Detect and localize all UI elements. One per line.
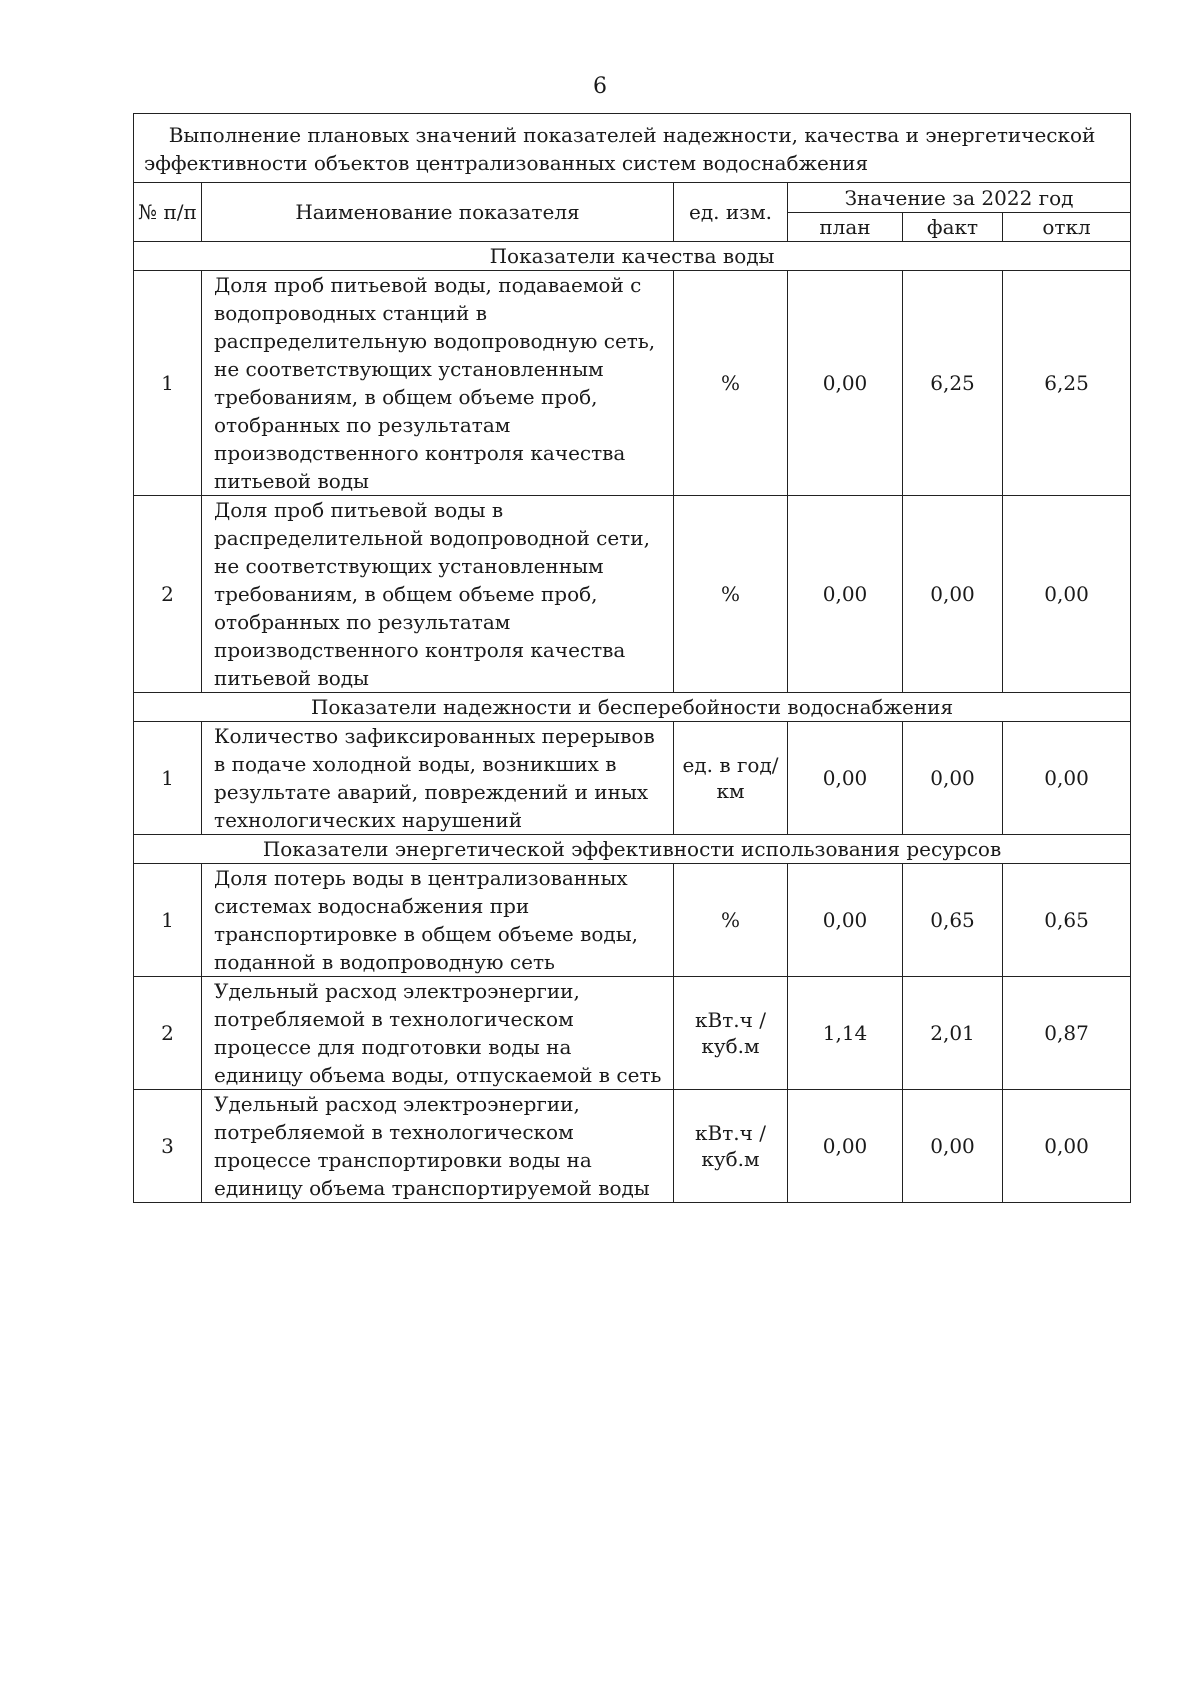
row-fact: 0,00	[903, 496, 1003, 693]
row-num: 3	[134, 1090, 202, 1203]
header-deviation: откл	[1003, 213, 1131, 242]
header-fact: факт	[903, 213, 1003, 242]
row-deviation: 0,00	[1003, 496, 1131, 693]
row-unit: кВт.ч / куб.м	[674, 1090, 788, 1203]
table-row	[134, 722, 1131, 835]
header-num: № п/п	[134, 183, 202, 242]
table-row	[134, 271, 1131, 496]
section-title: Показатели качества воды	[134, 242, 1131, 271]
header-unit: ед. изм.	[674, 183, 788, 242]
row-name: Доля проб питьевой воды в распределительной водопроводной сети, не соответствующих установленным требованиям, в общем объеме проб, отобранных по результатам производственного контроля качества питьевой воды	[202, 496, 674, 693]
row-fact: 6,25	[903, 271, 1003, 496]
row-name: Удельный расход электроэнергии, потребляемой в технологическом процессе для подготовки воды на единицу объема воды, отпускаемой в сеть	[202, 977, 674, 1090]
row-name: Количество зафиксированных перерывов в подаче холодной воды, возникших в результате аварий, повреждений и иных технологических нарушений	[202, 722, 674, 835]
row-name: Удельный расход электроэнергии, потребляемой в технологическом процессе транспортировки воды на единицу объема транспортируемой воды	[202, 1090, 674, 1203]
indicators-table	[133, 113, 1131, 1203]
row-unit: %	[674, 271, 788, 496]
section-title: Показатели энергетической эффективности использования ресурсов	[134, 835, 1131, 864]
row-plan: 0,00	[788, 722, 903, 835]
row-plan: 1,14	[788, 977, 903, 1090]
row-num: 2	[134, 496, 202, 693]
row-fact: 0,00	[903, 1090, 1003, 1203]
row-name: Доля проб питьевой воды, подаваемой с водопроводных станций в распределительную водопроводную сеть, не соответствующих установленным требованиям, в общем объеме проб, отобранных по результатам производственного контроля качества питьевой воды	[202, 271, 674, 496]
row-fact: 0,00	[903, 722, 1003, 835]
row-fact: 0,65	[903, 864, 1003, 977]
table-caption	[134, 114, 1131, 183]
row-num: 1	[134, 864, 202, 977]
table-row	[134, 864, 1131, 977]
row-plan: 0,00	[788, 271, 903, 496]
row-deviation: 6,25	[1003, 271, 1131, 496]
section-title: Показатели надежности и бесперебойности водоснабжения	[134, 693, 1131, 722]
table-row	[134, 1090, 1131, 1203]
row-plan: 0,00	[788, 864, 903, 977]
row-unit: ед. в год/ км	[674, 722, 788, 835]
row-deviation: 0,65	[1003, 864, 1131, 977]
row-fact: 2,01	[903, 977, 1003, 1090]
row-name: Доля потерь воды в централизованных системах водоснабжения при транспортировке в общем объеме воды, поданной в водопроводную сеть	[202, 864, 674, 977]
header-period: Значение за 2022 год	[788, 183, 1131, 213]
table-row	[134, 977, 1131, 1090]
row-num: 1	[134, 722, 202, 835]
page-number: 6	[593, 74, 607, 99]
row-plan: 0,00	[788, 1090, 903, 1203]
row-deviation: 0,00	[1003, 1090, 1131, 1203]
table-row	[134, 496, 1131, 693]
header-plan: план	[788, 213, 903, 242]
table-caption-text: Выполнение плановых значений показателей надежности, качества и энергетической эффективности объектов централизованных систем водоснабжения	[144, 123, 1096, 175]
row-deviation: 0,87	[1003, 977, 1131, 1090]
row-unit: %	[674, 496, 788, 693]
row-plan: 0,00	[788, 496, 903, 693]
row-unit: кВт.ч / куб.м	[674, 977, 788, 1090]
row-deviation: 0,00	[1003, 722, 1131, 835]
header-name: Наименование показателя	[202, 183, 674, 242]
row-unit: %	[674, 864, 788, 977]
row-num: 1	[134, 271, 202, 496]
row-num: 2	[134, 977, 202, 1090]
